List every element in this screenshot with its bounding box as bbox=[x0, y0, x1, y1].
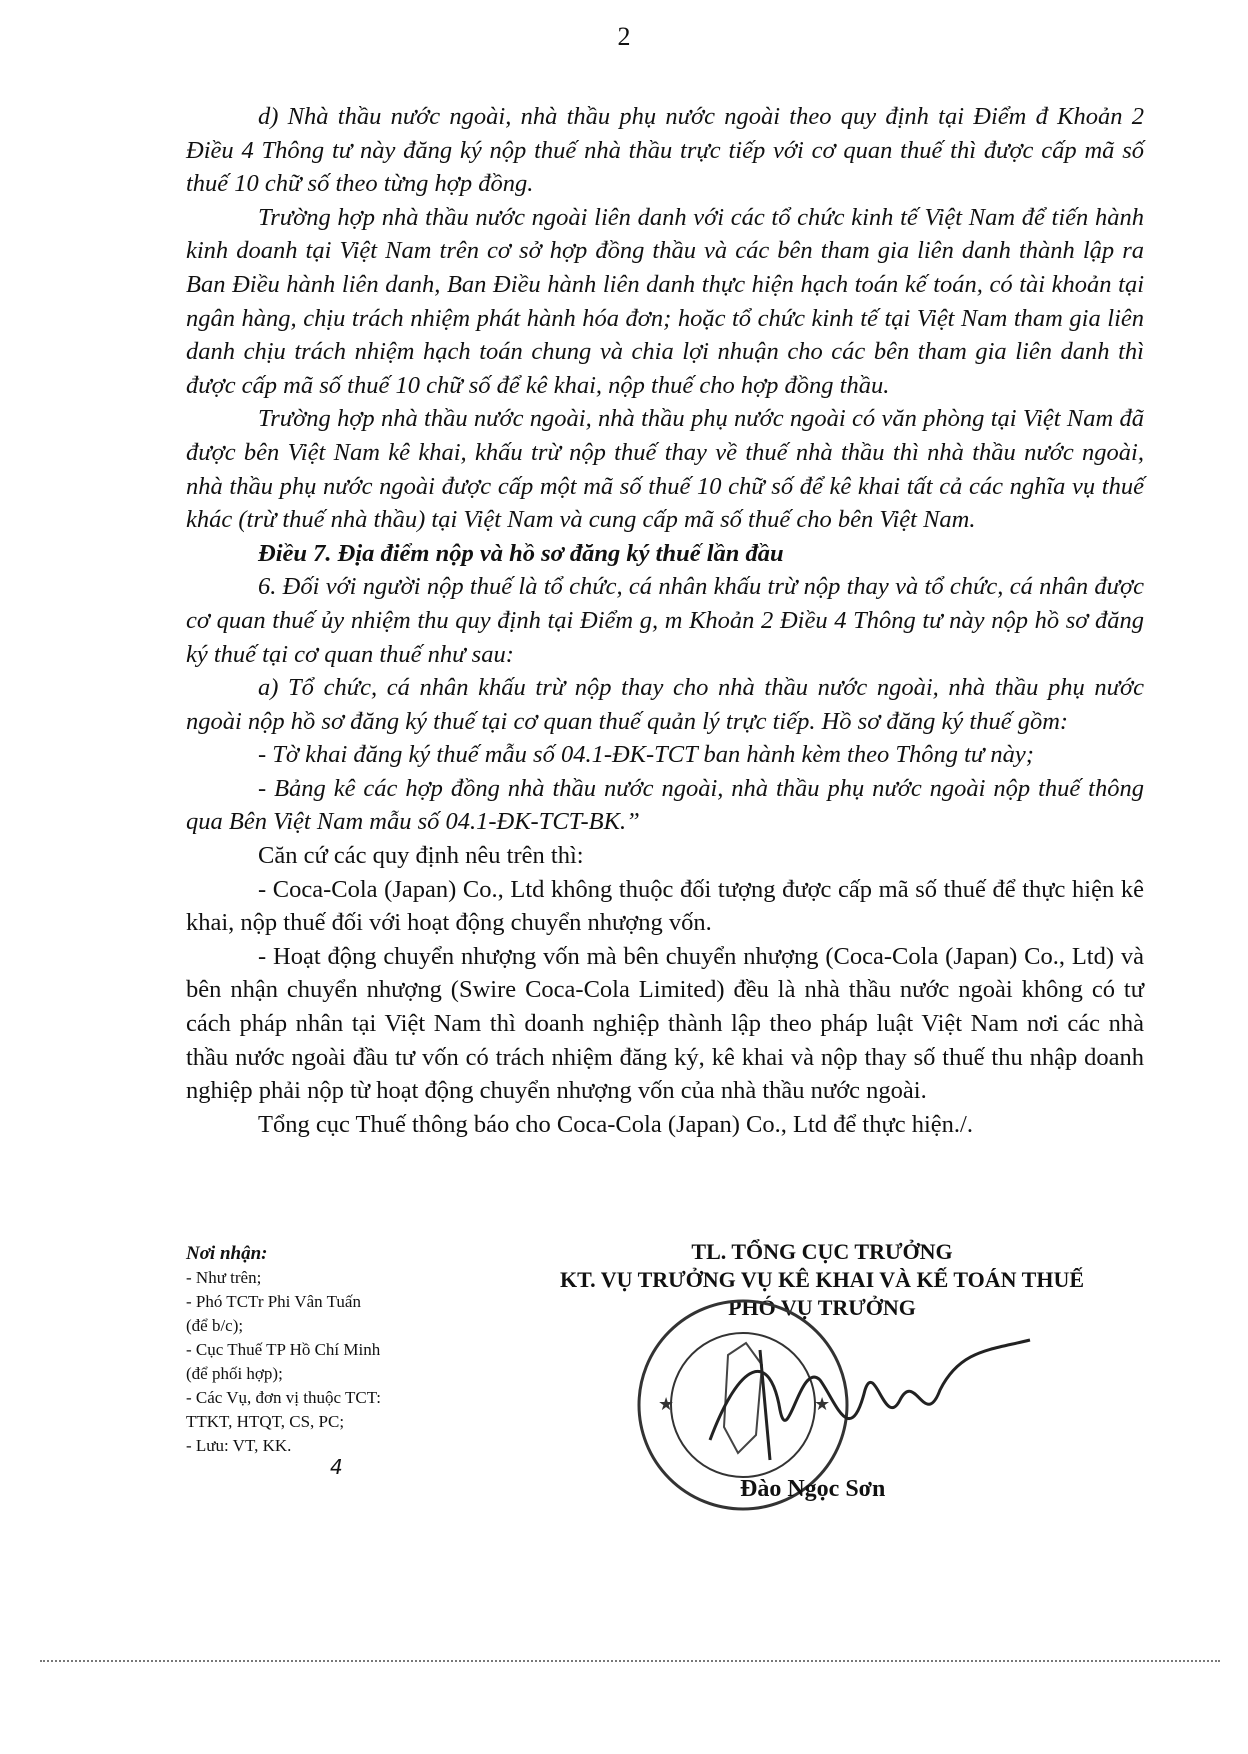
paragraph: Trường hợp nhà thầu nước ngoài, nhà thầu phụ nước ngoài có văn phòng tại Việt Nam đã được bên Việt Nam kê khai, khấu trừ nộp thuế thay về thuế nhà thầu thì nhà thầu nước ngoài, nhà thầu phụ nước ngoài được cấp một mã số thuế 10 chữ số để kê khai tất cả các nghĩa vụ thuế khác (trừ thuế nhà thầu) tại Việt Nam và cung cấp mã số thuế cho bên Việt Nam. bbox=[186, 405, 1144, 534]
closing-paragraph: Tổng cục Thuế thông báo cho Coca-Cola (Japan) Co., Ltd để thực hiện./. bbox=[258, 1110, 973, 1138]
signature-line-2: KT. VỤ TRƯỞNG VỤ KÊ KHAI VÀ KẾ TOÁN THUẾ bbox=[559, 1267, 1085, 1292]
initials: 4 bbox=[330, 1455, 343, 1479]
signature-line-1: TL. TỔNG CỤC TRƯỞNG bbox=[691, 1239, 953, 1264]
svg-text:★: ★ bbox=[814, 1394, 831, 1414]
recipient-line: (để phối hợp); bbox=[186, 1364, 283, 1383]
paragraph: 6. Đối với người nộp thuế là tổ chức, cá nhân khấu trừ nộp thay và tổ chức, cá nhân được cơ quan thuế ủy nhiệm thu quy định tại Điểm g, m Khoản 2 Điều 4 Thông tư này nộp hồ sơ đăng ký thuế tại cơ quan thuế như sau: bbox=[186, 573, 1144, 668]
recipient-line: - Phó TCTr Phi Vân Tuấn bbox=[186, 1292, 361, 1311]
page-number: 2 bbox=[617, 22, 631, 51]
recipients-title: Nơi nhận: bbox=[186, 1243, 268, 1264]
scan-artifact-line bbox=[40, 1660, 1220, 1662]
recipient-line: - Như trên; bbox=[186, 1268, 262, 1287]
paragraph: Căn cứ các quy định nêu trên thì: bbox=[258, 842, 584, 870]
paragraph: a) Tổ chức, cá nhân khấu trừ nộp thay cho nhà thầu nước ngoài, nhà thầu phụ nước ngoài nộp hồ sơ đăng ký thuế tại cơ quan thuế quản lý trực tiếp. Hồ sơ đăng ký thuế gồm: bbox=[186, 674, 1144, 735]
handwritten-signature bbox=[700, 1320, 1040, 1480]
signer-name: Đào Ngọc Sơn bbox=[740, 1476, 886, 1502]
paragraph: - Bảng kê các hợp đồng nhà thầu nước ngoài, nhà thầu phụ nước ngoài nộp thuế thông qua Bên Việt Nam mẫu số 04.1-ĐK-TCT-BK.” bbox=[186, 774, 1144, 836]
paragraph: - Hoạt động chuyển nhượng vốn mà bên chuyển nhượng (Coca-Cola (Japan) Co., Ltd) và bên nhận chuyển nhượng (Swire Coca-Cola Limited) đều là nhà thầu nước ngoài không có tư cách pháp nhân tại Việt Nam thì doanh nghiệp thành lập theo pháp luật Việt Nam nơi các nhà thầu nước ngoài đầu tư vốn có trách nhiệm đăng ký, kê khai và nộp thay số thuế thu nhập doanh nghiệp phải nộp từ hoạt động chuyển nhượng vốn của nhà thầu nước ngoài. bbox=[186, 942, 1144, 1105]
recipient-line: TTKT, HTQT, CS, PC; bbox=[186, 1412, 345, 1431]
recipient-line: - Cục Thuế TP Hồ Chí Minh bbox=[186, 1340, 381, 1359]
svg-text:★: ★ bbox=[658, 1394, 675, 1414]
recipient-line: - Các Vụ, đơn vị thuộc TCT: bbox=[186, 1388, 381, 1407]
paragraph: - Tờ khai đăng ký thuế mẫu số 04.1-ĐK-TCT ban hành kèm theo Thông tư này; bbox=[258, 741, 1034, 769]
recipient-line: (để b/c); bbox=[186, 1316, 244, 1335]
paragraph: - Coca-Cola (Japan) Co., Ltd không thuộc đối tượng được cấp mã số thuế để thực hiện kê khai, nộp thuế đối với hoạt động chuyển nhượng vốn. bbox=[186, 875, 1144, 937]
signature-line-3: PHÓ VỤ TRƯỞNG bbox=[728, 1295, 916, 1320]
paragraph: d) Nhà thầu nước ngoài, nhà thầu phụ nước ngoài theo quy định tại Điểm đ Khoản 2 Điều 4 Thông tư này đăng ký nộp thuế nhà thầu trực tiếp với cơ quan thuế thì được cấp mã số thuế 10 chữ số theo từng hợp đồng. bbox=[186, 103, 1144, 198]
paragraph: Trường hợp nhà thầu nước ngoài liên danh với các tổ chức kinh tế Việt Nam để tiến hành kinh doanh tại Việt Nam trên cơ sở hợp đồng thầu và các bên tham gia liên danh thành lập ra Ban Điều hành liên danh, Ban Điều hành liên danh thực hiện hạch toán kế toán, có tài khoản tại ngân hàng, chịu trách nhiệm phát hành hóa đơn; hoặc tổ chức kinh tế tại Việt Nam tham gia liên danh chịu trách nhiệm hạch toán chung và chia lợi nhuận cho các bên tham gia liên danh thì được cấp mã số thuế 10 chữ số để kê khai, nộp thuế cho hợp đồng thầu. bbox=[186, 203, 1144, 399]
body-text bbox=[186, 100, 1144, 1141]
article-heading: Điều 7. Địa điểm nộp và hồ sơ đăng ký thuế lần đầu bbox=[258, 539, 784, 567]
recipient-line: - Lưu: VT, KK. bbox=[186, 1436, 292, 1455]
recipients-block bbox=[186, 1242, 486, 1458]
